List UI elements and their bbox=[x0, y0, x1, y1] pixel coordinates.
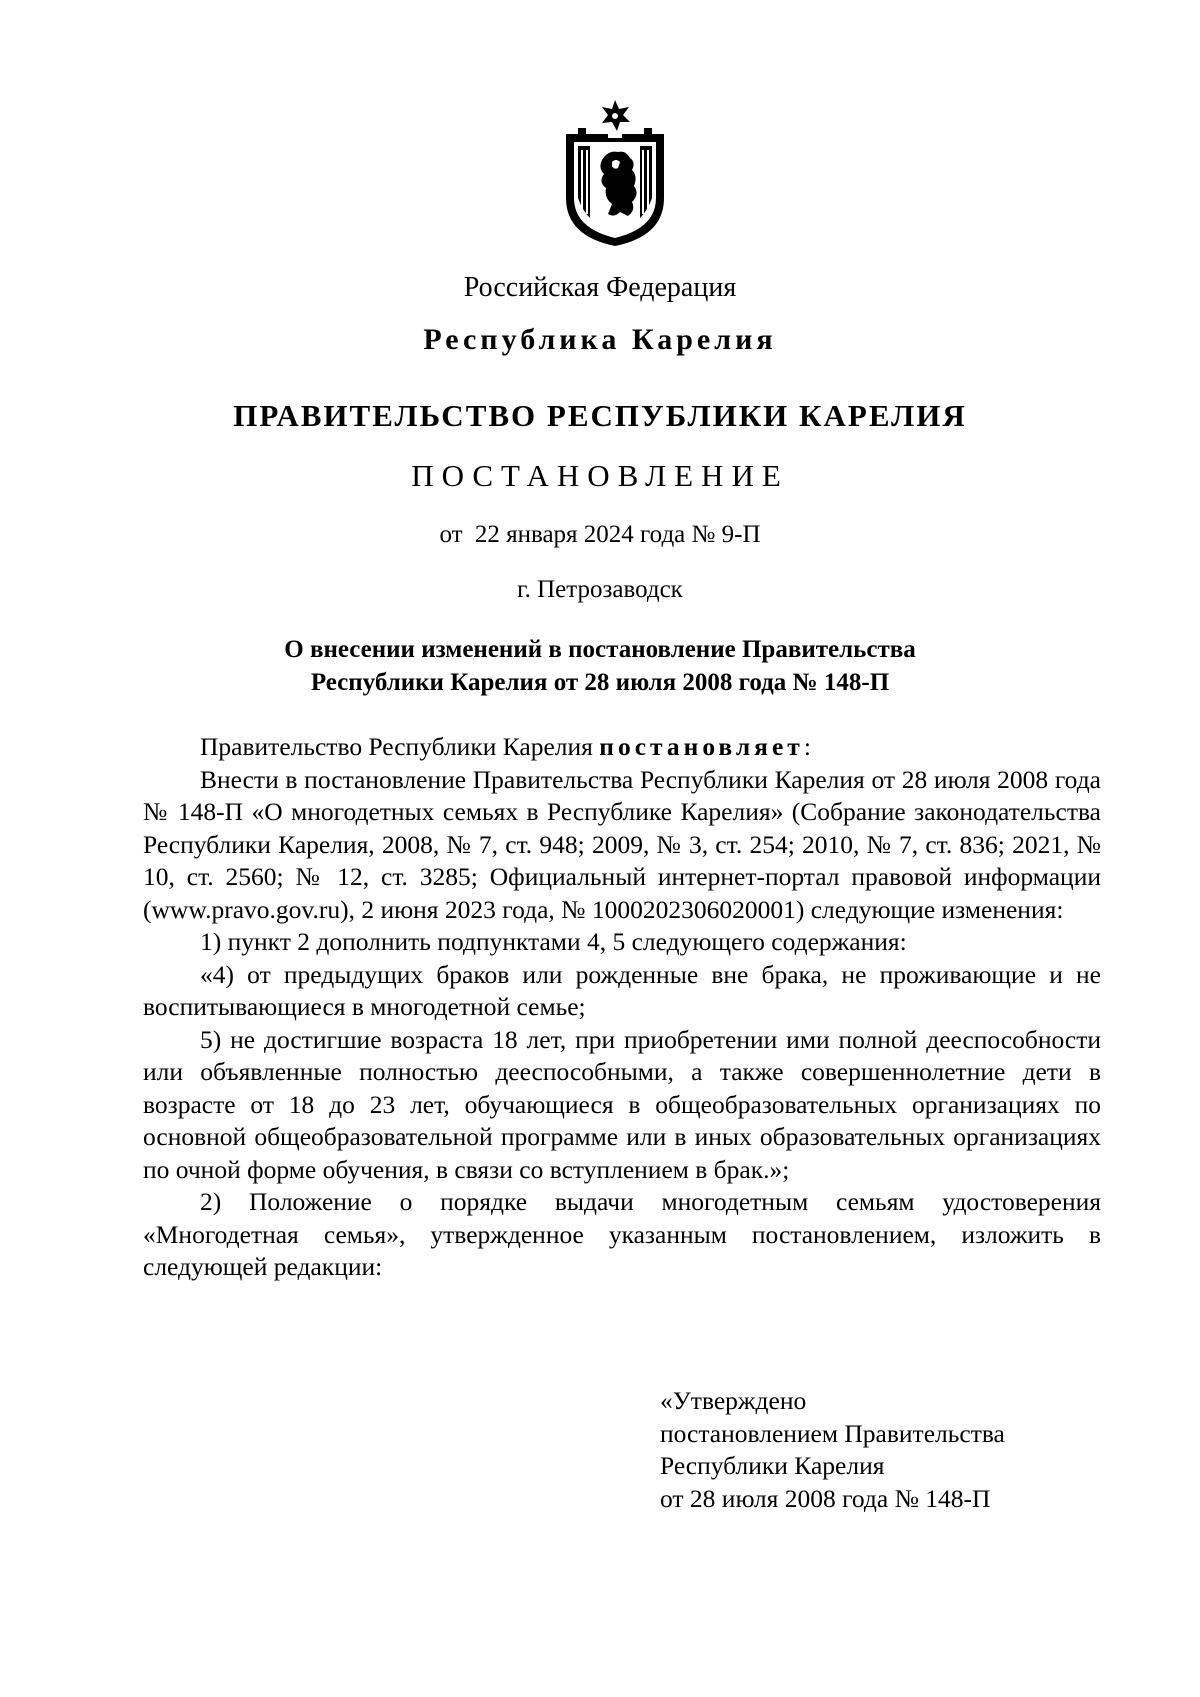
approval-line-2: постановлением Правительства bbox=[660, 1418, 1005, 1448]
paragraph: 2) Положение о порядке выдачи многодетным семьям удостоверения «Многодетная семья», утвержденное указанным постановлением, изложить в следующей редакции: bbox=[143, 1187, 1101, 1281]
city-line: г. Петрозаводск bbox=[517, 576, 683, 603]
paragraph: 5) не достигшие возраста 18 лет, при приобретении ими полной дееспособности или объявленные полностью дееспособными, а также совершеннолетние дети в возрасте от 18 до 23 лет, обучающиеся в общеобразовательных организациях по основной общеобразовательной программе или в иных образовательных организациях по очной форме обучения, в связи со вступлением в брак.»; bbox=[143, 1024, 1101, 1184]
date-line bbox=[0, 521, 1200, 549]
document-type: ПОСТАНОВЛЕНИЕ bbox=[411, 458, 789, 493]
country-line: Российская Федерация bbox=[463, 272, 737, 303]
date-number: 22 января 2024 года № 9-П bbox=[474, 521, 761, 548]
approval-line-1: «Утверждено bbox=[660, 1386, 807, 1415]
document-title bbox=[0, 633, 1200, 699]
title-line-1: О внесении изменений в постановление Правительства bbox=[284, 636, 916, 663]
government-line: ПРАВИТЕЛЬСТВО РЕСПУБЛИКИ КАРЕЛИЯ bbox=[233, 398, 967, 433]
date-prefix: от bbox=[439, 521, 463, 548]
karelia-coat-of-arms-icon bbox=[562, 98, 668, 248]
paragraph: «4) от предыдущих браков или рожденные вне брака, не проживающие и не воспитывающиеся в многодетной семье; bbox=[143, 959, 1101, 1021]
intro-text: Правительство Республики Карелия bbox=[200, 732, 600, 761]
intro-colon: : bbox=[803, 732, 811, 761]
approval-line-4: от 28 июля 2008 года № 148-П bbox=[660, 1483, 991, 1513]
paragraph: 1) пункт 2 дополнить подпунктами 4, 5 следующего содержания: bbox=[200, 927, 907, 956]
paragraph: Внести в постановление Правительства Республики Карелия от 28 июля 2008 года № 148-П «О многодетных семьях в Республике Карелия» (Собрание законодательства Республики Карелия, 2008, № 7, ст. 948; 2009, № 3, ст. 254; 2010, № 7, ст. 836; 2021, № 10, ст. 2560; № 12, ст. 3285; Официальный интернет-портал правовой информации (www.pravo.gov.ru), 2 июня 2023 года, № 1000202306020001) следующие изменения: bbox=[143, 764, 1101, 924]
document-body bbox=[143, 731, 1101, 1284]
republic-line: Республика Карелия bbox=[423, 323, 777, 356]
title-line-2: Республики Карелия от 28 июля 2008 года № 148-П bbox=[310, 669, 890, 696]
intro-resolves: постановляет bbox=[599, 732, 804, 761]
approval-block bbox=[660, 1385, 1005, 1515]
intro-paragraph bbox=[143, 731, 1101, 764]
approval-line-3: Республики Карелия bbox=[660, 1451, 885, 1480]
